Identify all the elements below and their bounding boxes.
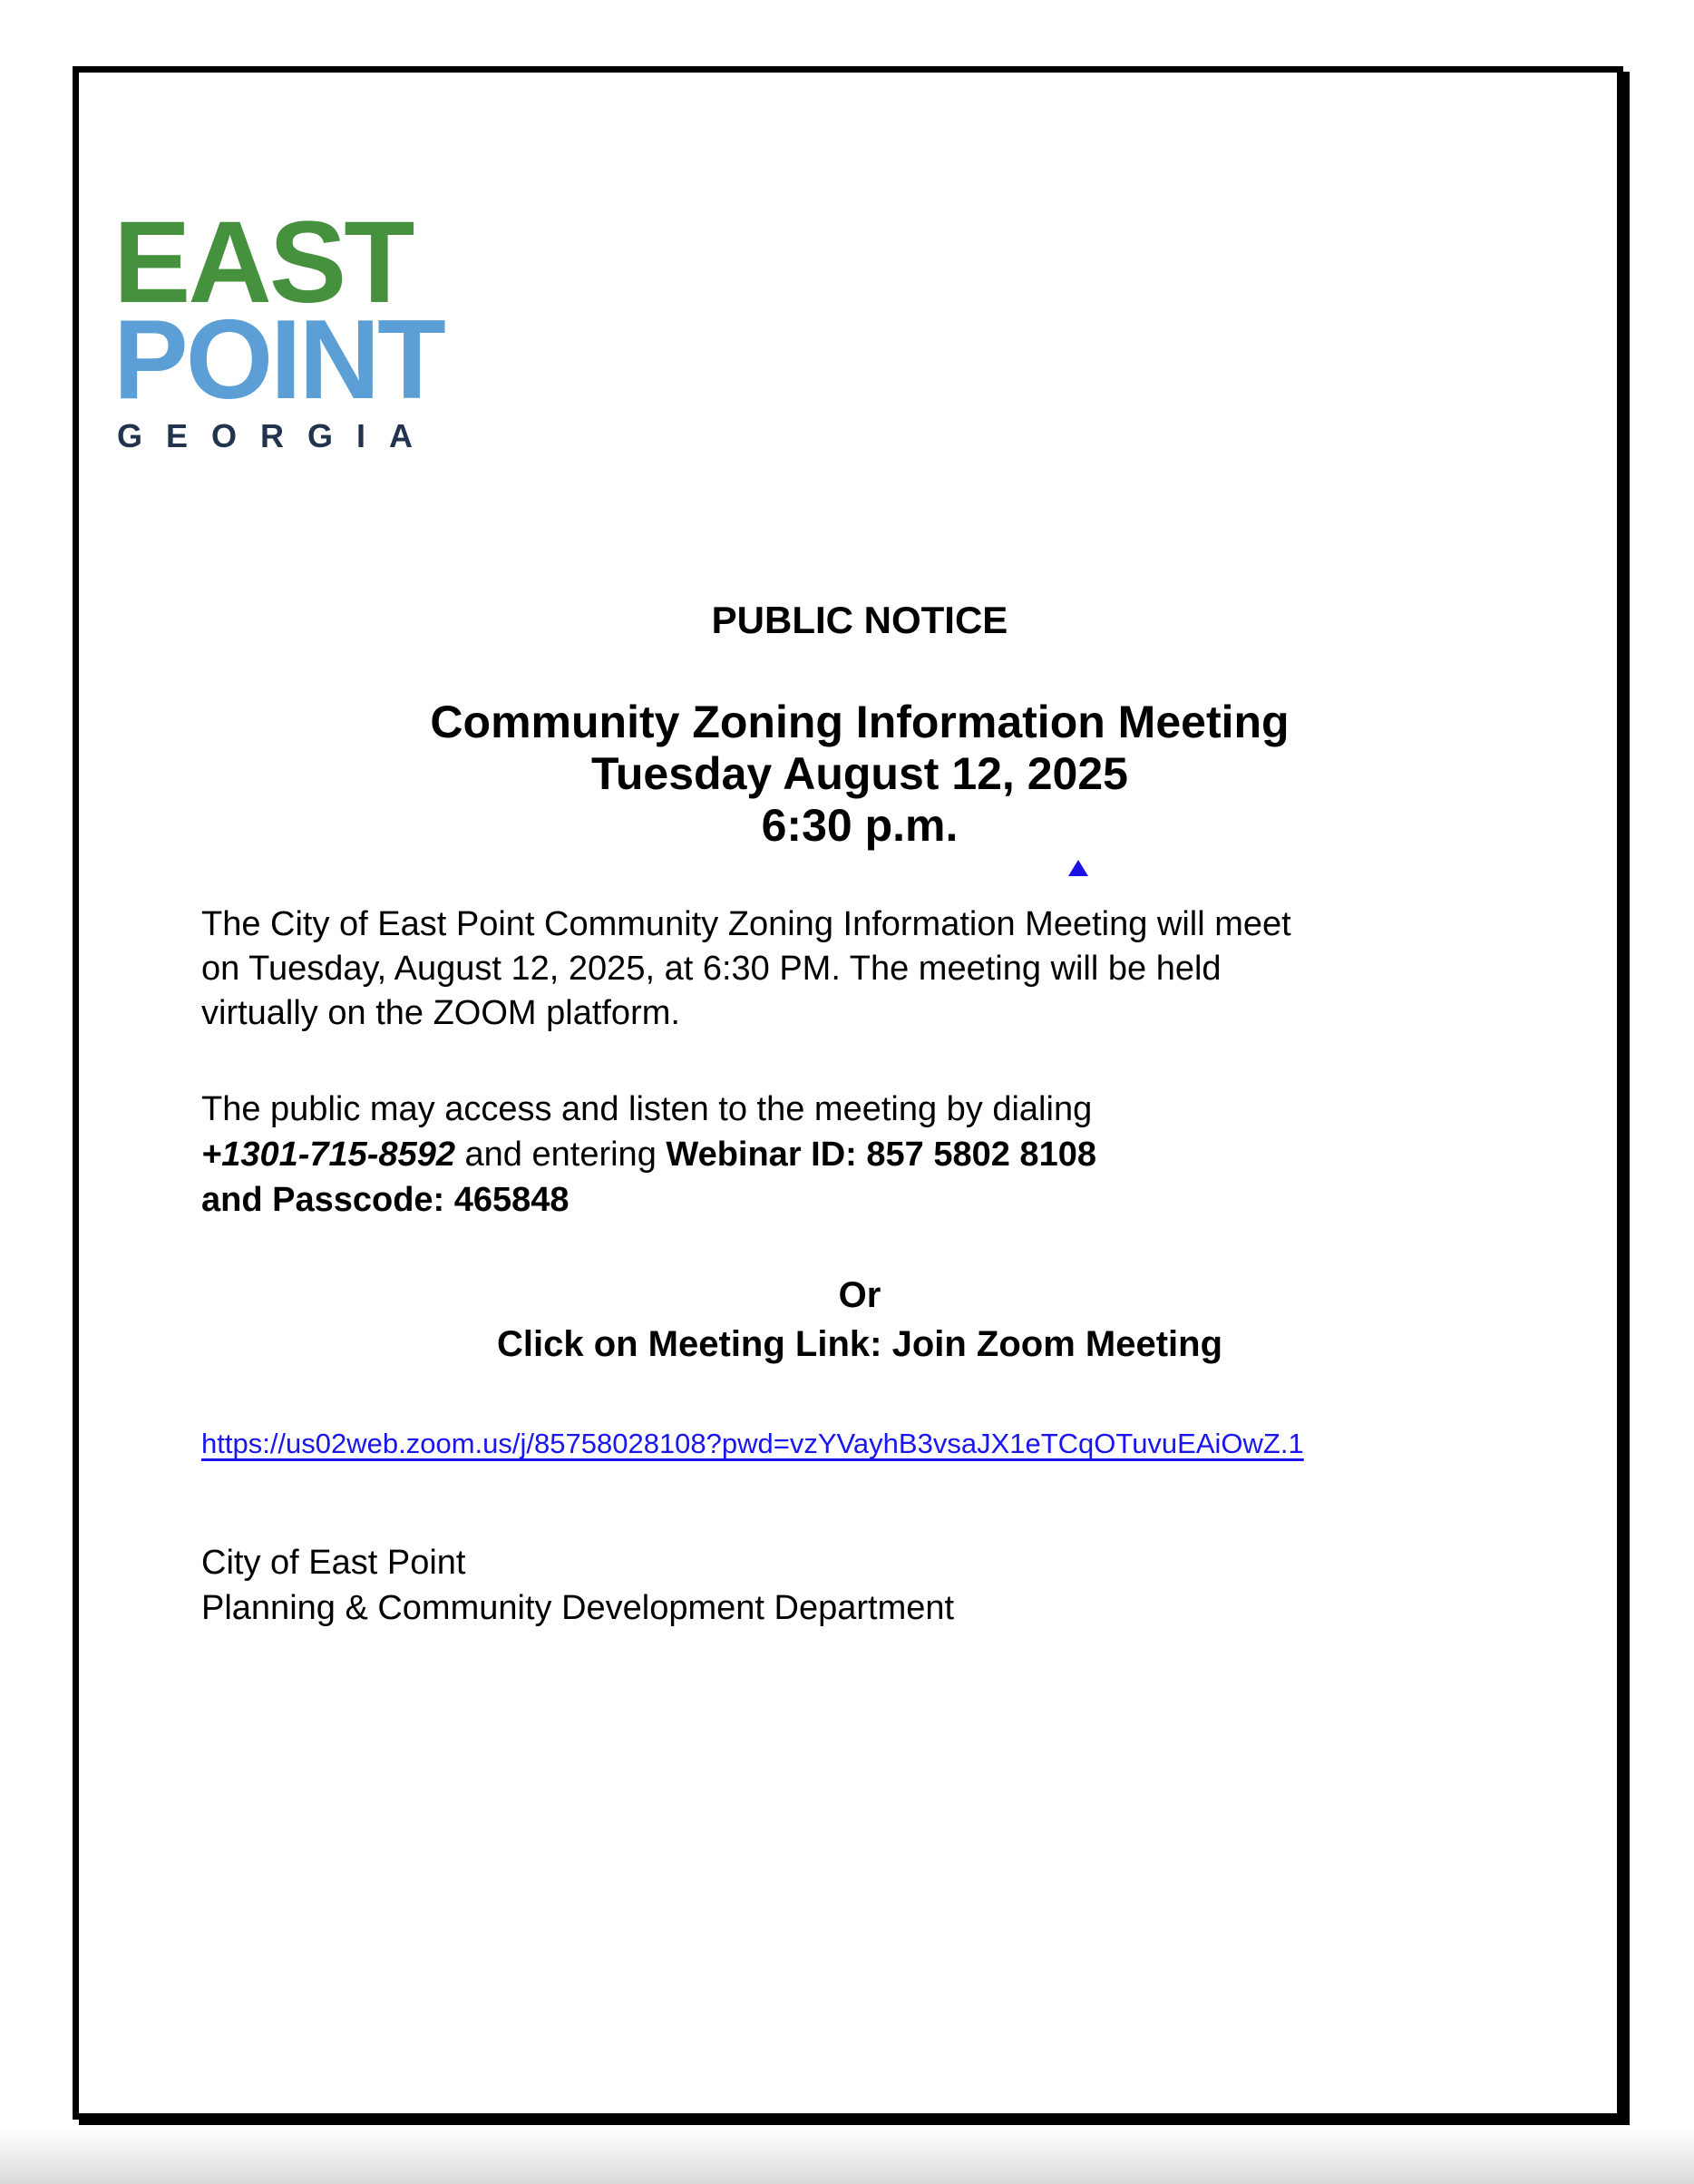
dial-intro-text: The public may access and listen to the meeting by dialing bbox=[201, 1090, 1093, 1128]
paragraph-line bbox=[201, 1087, 1518, 1132]
zoom-link-row bbox=[201, 1428, 1518, 1460]
paragraph-dial-info bbox=[201, 1087, 1518, 1223]
public-notice-heading: PUBLIC NOTICE bbox=[711, 599, 1008, 641]
meeting-date-line: Tuesday August 12, 2025 bbox=[591, 748, 1128, 799]
footer-dept: Planning & Community Development Department bbox=[201, 1589, 955, 1627]
zoom-meeting-link[interactable]: https://us02web.zoom.us/j/85758028108?pwd=vzYVayhB3vsaJX1eTCqOTuvuEAiOwZ.1 bbox=[201, 1428, 1304, 1459]
footer-block bbox=[201, 1540, 1518, 1631]
paragraph-meeting-details bbox=[201, 902, 1518, 1036]
paragraph-line: on Tuesday, August 12, 2025, at 6:30 PM. The meeting will be held bbox=[201, 950, 1222, 988]
meeting-time-line: 6:30 p.m. bbox=[761, 800, 959, 851]
notice-page bbox=[73, 66, 1623, 2120]
footer-org: City of East Point bbox=[201, 1544, 466, 1582]
caret-icon bbox=[1068, 860, 1088, 876]
meeting-title-block bbox=[201, 697, 1518, 852]
paragraph-line bbox=[201, 1132, 1518, 1177]
webinar-id: Webinar ID: 857 5802 8108 bbox=[666, 1136, 1096, 1174]
paragraph-line bbox=[201, 1177, 1518, 1223]
paragraph-line: The City of East Point Community Zoning Information Meeting will meet bbox=[201, 905, 1291, 943]
logo-point-text: POINT bbox=[113, 297, 443, 423]
paragraph-line: virtually on the ZOOM platform. bbox=[201, 994, 680, 1032]
east-point-logo bbox=[113, 198, 531, 455]
page-bottom-shade bbox=[0, 2127, 1694, 2184]
logo-georgia-text: GEORGIA bbox=[117, 417, 437, 455]
entering-text: and entering bbox=[454, 1136, 667, 1174]
meeting-title-line: Community Zoning Information Meeting bbox=[430, 697, 1290, 747]
meeting-link-label: Click on Meeting Link: Join Zoom Meeting bbox=[496, 1324, 1223, 1364]
or-label: Or bbox=[838, 1275, 881, 1315]
passcode: and Passcode: 465848 bbox=[201, 1181, 570, 1219]
phone-number: +1301-715-8592 bbox=[201, 1136, 455, 1174]
logo-east-text: EAST bbox=[113, 198, 413, 327]
